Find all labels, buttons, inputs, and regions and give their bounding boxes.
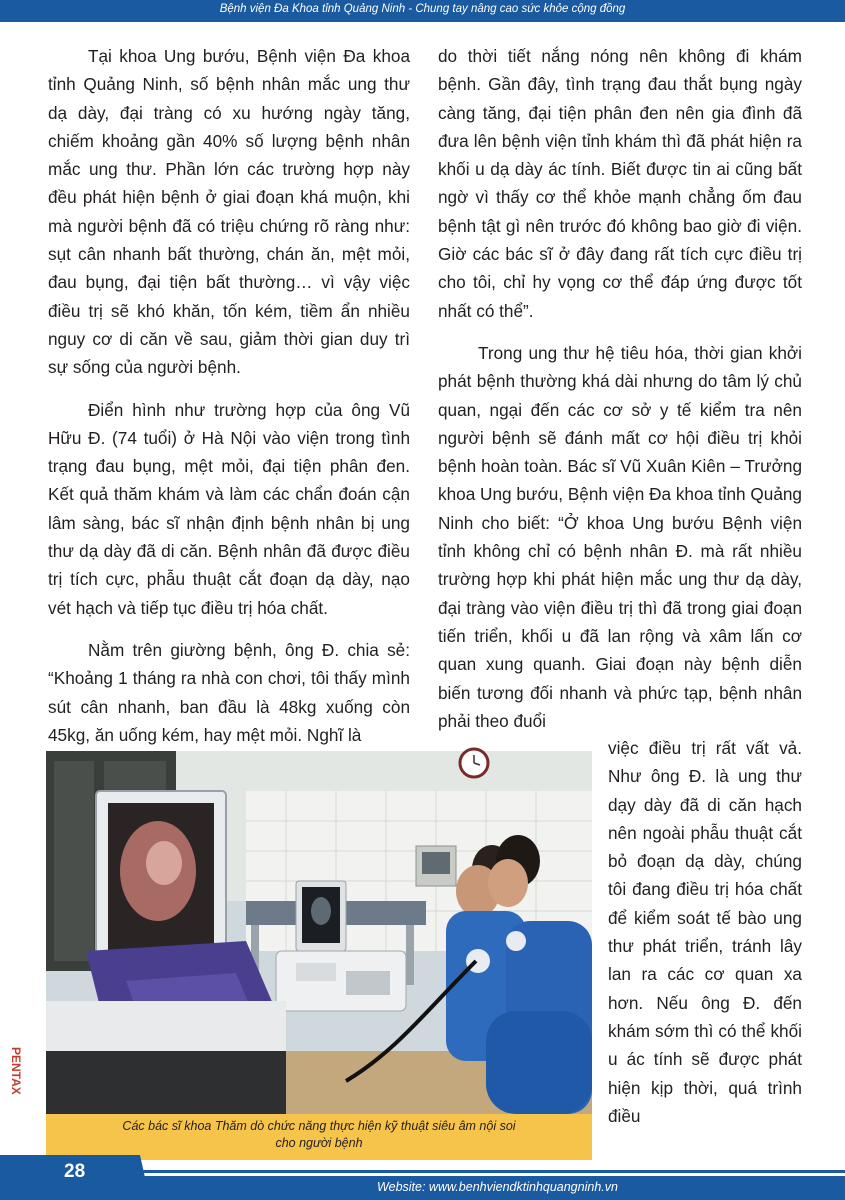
page-number: 28 [64, 1161, 86, 1182]
paragraph-doctor-statement: Trong ung thư hệ tiêu hóa, thời gian khởi phát bệnh thường khá dài nhưng do tâm lý chủ quan, ngại đến các cơ sở y tế kiểm tra nên người bệnh sẽ đánh mất cơ hội điều trị khỏi bệnh hoàn toàn. Bác sĩ Vũ Xuân Kiên – Trưởng khoa Ung bướu, Bệnh viện Đa khoa tỉnh Quảng Ninh cho biết: “Ở khoa Ung bướu Bệnh viện tỉnh không chỉ có bệnh nhân Đ. mà rất nhiều trường hợp khi phát hiện mắc ung thư dạ dày, đại tràng vào viện điều trị thì đã trong giai đoạn tiến triển, khối u đã lan rộng và xâm lấn cơ quan xung quanh. Giai đoạn này bệnh diễn biến tương đối nhanh và phức tạp, bệnh nhân phải theo đuổi [438, 342, 802, 731]
photo-caption [60, 1118, 578, 1152]
caption-line-2: cho người bệnh [275, 1136, 363, 1150]
caption-line-1: Các bác sĩ khoa Thăm dò chức năng thực hiện kỹ thuật siêu âm nội soi [122, 1119, 516, 1133]
endoscopic-ultrasound-photo [9, 751, 592, 1114]
paragraph-case: Điển hình như trường hợp của ông Vũ Hữu Đ. (74 tuổi) ở Hà Nội vào viện trong tình trạng đau bụng, mệt mỏi, đại tiện phân đen. Kết quả thăm khám và làm các chẩn đoán cận lâm sàng, bác sĩ nhận định bệnh nhân bị ung thư dạ dày đã di căn. Bệnh nhân đã được điều trị tích cực, phẫu thuật cắt đoạn dạ dày, nạo vét hạch và tiếp tục điều trị hóa chất. [48, 399, 410, 618]
article-column-right [438, 42, 802, 749]
paragraph-doctor-statement-cont: việc điều trị rất vất vả. Như ông Đ. là ung thư dạy dày đã di căn hạch nên ngoài phẫu thuật cắt bỏ đoạn dạ dày, chúng tôi đang điều trị hóa chất để kiểm soát tế bào ung thư phát triển, tránh lây lan ra các cơ quan xa hơn. Nếu ông Đ. đến khám sớm thì có thể khối u ác tính sẽ được phát hiện kịp thời, quá trình điều [608, 738, 802, 1126]
paragraph-intro: Tại khoa Ung bướu, Bệnh viện Đa khoa tỉnh Quảng Ninh, số bệnh nhân mắc ung thư dạ dày, đại tràng có xu hướng ngày tăng, chiếm khoảng gần 40% số lượng bệnh nhân mắc ung thư. Phần lớn các trường hợp này đều phát hiện bệnh ở giai đoạn khá muộn, khi mà người bệnh đã có triệu chứng rõ ràng như: sụt cân nhanh bất thường, chán ăn, mệt mỏi, đau bụng, đại tiện bất thường… vì vậy việc điều trị sẽ khó khăn, tốn kém, tiềm ẩn nhiều nguy cơ di căn về sau, giảm thời gian duy trì sự sống của người bệnh. [48, 46, 410, 378]
header-tagline: Bệnh viện Đa Khoa tỉnh Quảng Ninh - Chung tay nâng cao sức khỏe cộng đồng [219, 3, 626, 15]
paragraph-quote-start: Nằm trên giường bệnh, ông Đ. chia sẻ: “Khoảng 1 tháng ra nhà con chơi, tôi thấy mình sút cân nhanh, ban đầu là 48kg xuống còn 45kg, ăn uống kém, hay mệt mỏi. Nghĩ là [48, 639, 410, 745]
paragraph-quote-end: do thời tiết nắng nóng nên không đi khám bệnh. Gần đây, tình trạng đau thắt bụng ngày càng tăng, đại tiện phân đen nên gia đình đã đưa lên bệnh viện tỉnh khám thì đã phát hiện ra khối u dạ dày ác tính. Biết được tin ai cũng bất ngờ vì thấy cơ thể khỏe mạnh chẳng ốm đau bệnh tật gì nên trước đó không bao giờ đi viện. Giờ các bác sĩ ở đây đang rất tích cực điều trị cho tôi, chỉ hy vọng cơ thể đáp ứng được tốt nhất có thể”. [438, 46, 802, 321]
article-column-left [48, 42, 410, 763]
article-column-right-narrow [608, 734, 802, 1144]
equipment-brand-label: PENTAX [9, 1047, 23, 1095]
footer-website: Website: www.benhviendktinhquangninh.vn [377, 1180, 618, 1194]
